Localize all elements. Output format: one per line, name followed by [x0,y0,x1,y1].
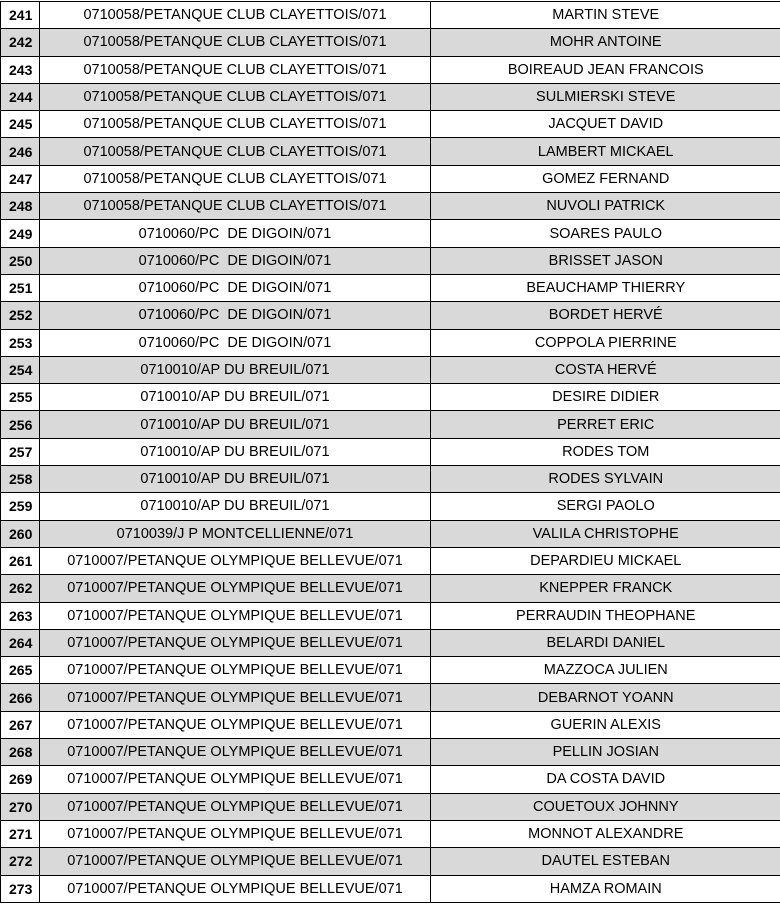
club-cell: 0710010/AP DU BREUIL/071 [40,493,431,520]
player-name-cell: VALILA CHRISTOPHE [431,520,780,547]
table-row [1,329,780,356]
table-row [1,793,780,820]
table-row [1,138,780,165]
player-name-cell: MOHR ANTOINE [431,29,780,56]
player-name-cell: SERGI PAOLO [431,493,780,520]
table-row [1,193,780,220]
player-name-cell: COSTA HERVÉ [431,356,780,383]
player-name-cell: JACQUET DAVID [431,111,780,138]
player-name-cell: HAMZA ROMAIN [431,875,780,902]
row-number-cell: 241 [1,2,40,29]
table-row [1,820,780,847]
row-number-cell: 252 [1,302,40,329]
row-number-cell: 244 [1,83,40,110]
row-number-cell: 242 [1,29,40,56]
row-number-cell: 255 [1,384,40,411]
table-row [1,848,780,875]
row-number-cell: 268 [1,739,40,766]
club-cell: 0710010/AP DU BREUIL/071 [40,466,431,493]
club-cell: 0710058/PETANQUE CLUB CLAYETTOIS/071 [40,83,431,110]
table-body [1,2,780,903]
club-cell: 0710060/PC DE DIGOIN/071 [40,329,431,356]
row-number-cell: 269 [1,766,40,793]
club-cell: 0710007/PETANQUE OLYMPIQUE BELLEVUE/071 [40,820,431,847]
club-cell: 0710039/J P MONTCELLIENNE/071 [40,520,431,547]
table-row [1,29,780,56]
player-name-cell: BEAUCHAMP THIERRY [431,274,780,301]
player-name-cell: BORDET HERVÉ [431,302,780,329]
club-cell: 0710007/PETANQUE OLYMPIQUE BELLEVUE/071 [40,711,431,738]
table-row [1,384,780,411]
table-row [1,111,780,138]
table-row [1,274,780,301]
player-name-cell: PELLIN JOSIAN [431,739,780,766]
club-cell: 0710007/PETANQUE OLYMPIQUE BELLEVUE/071 [40,739,431,766]
club-cell: 0710060/PC DE DIGOIN/071 [40,274,431,301]
row-number-cell: 259 [1,493,40,520]
player-name-cell: LAMBERT MICKAEL [431,138,780,165]
club-cell: 0710060/PC DE DIGOIN/071 [40,302,431,329]
club-cell: 0710058/PETANQUE CLUB CLAYETTOIS/071 [40,29,431,56]
row-number-cell: 267 [1,711,40,738]
table-row [1,2,780,29]
row-number-cell: 249 [1,220,40,247]
row-number-cell: 251 [1,274,40,301]
row-number-cell: 245 [1,111,40,138]
table-row [1,547,780,574]
club-cell: 0710007/PETANQUE OLYMPIQUE BELLEVUE/071 [40,602,431,629]
player-name-cell: BOIREAUD JEAN FRANCOIS [431,56,780,83]
row-number-cell: 273 [1,875,40,902]
table-row [1,302,780,329]
player-name-cell: NUVOLI PATRICK [431,193,780,220]
club-cell: 0710060/PC DE DIGOIN/071 [40,247,431,274]
table-row [1,356,780,383]
row-number-cell: 250 [1,247,40,274]
club-cell: 0710007/PETANQUE OLYMPIQUE BELLEVUE/071 [40,875,431,902]
table-row [1,220,780,247]
club-cell: 0710058/PETANQUE CLUB CLAYETTOIS/071 [40,111,431,138]
player-name-cell: DAUTEL ESTEBAN [431,848,780,875]
row-number-cell: 266 [1,684,40,711]
table-row [1,83,780,110]
club-cell: 0710007/PETANQUE OLYMPIQUE BELLEVUE/071 [40,848,431,875]
table-row [1,711,780,738]
table-row [1,875,780,902]
player-name-cell: SULMIERSKI STEVE [431,83,780,110]
row-number-cell: 263 [1,602,40,629]
player-name-cell: DEPARDIEU MICKAEL [431,547,780,574]
row-number-cell: 260 [1,520,40,547]
player-name-cell: MARTIN STEVE [431,2,780,29]
table-row [1,575,780,602]
player-name-cell: PERRAUDIN THEOPHANE [431,602,780,629]
club-cell: 0710010/AP DU BREUIL/071 [40,411,431,438]
club-cell: 0710007/PETANQUE OLYMPIQUE BELLEVUE/071 [40,657,431,684]
row-number-cell: 248 [1,193,40,220]
table-row [1,165,780,192]
player-name-cell: RODES SYLVAIN [431,466,780,493]
club-cell: 0710010/AP DU BREUIL/071 [40,356,431,383]
player-name-cell: GOMEZ FERNAND [431,165,780,192]
row-number-cell: 272 [1,848,40,875]
club-cell: 0710010/AP DU BREUIL/071 [40,384,431,411]
club-cell: 0710058/PETANQUE CLUB CLAYETTOIS/071 [40,138,431,165]
table-row [1,629,780,656]
club-cell: 0710007/PETANQUE OLYMPIQUE BELLEVUE/071 [40,684,431,711]
club-cell: 0710058/PETANQUE CLUB CLAYETTOIS/071 [40,193,431,220]
club-cell: 0710007/PETANQUE OLYMPIQUE BELLEVUE/071 [40,547,431,574]
row-number-cell: 271 [1,820,40,847]
table-row [1,493,780,520]
player-name-cell: COPPOLA PIERRINE [431,329,780,356]
player-name-cell: SOARES PAULO [431,220,780,247]
player-name-cell: COUETOUX JOHNNY [431,793,780,820]
row-number-cell: 256 [1,411,40,438]
player-name-cell: DESIRE DIDIER [431,384,780,411]
club-cell: 0710058/PETANQUE CLUB CLAYETTOIS/071 [40,2,431,29]
row-number-cell: 258 [1,466,40,493]
row-number-cell: 270 [1,793,40,820]
club-cell: 0710058/PETANQUE CLUB CLAYETTOIS/071 [40,56,431,83]
player-name-cell: GUERIN ALEXIS [431,711,780,738]
row-number-cell: 247 [1,165,40,192]
registration-table [0,1,780,903]
club-cell: 0710060/PC DE DIGOIN/071 [40,220,431,247]
club-cell: 0710007/PETANQUE OLYMPIQUE BELLEVUE/071 [40,793,431,820]
table-row [1,466,780,493]
player-name-cell: RODES TOM [431,438,780,465]
table-row [1,411,780,438]
table-row [1,657,780,684]
row-number-cell: 264 [1,629,40,656]
player-name-cell: BRISSET JASON [431,247,780,274]
club-cell: 0710007/PETANQUE OLYMPIQUE BELLEVUE/071 [40,766,431,793]
table-row [1,739,780,766]
row-number-cell: 261 [1,547,40,574]
row-number-cell: 254 [1,356,40,383]
row-number-cell: 262 [1,575,40,602]
player-name-cell: BELARDI DANIEL [431,629,780,656]
player-name-cell: PERRET ERIC [431,411,780,438]
player-name-cell: DEBARNOT YOANN [431,684,780,711]
table-row [1,438,780,465]
club-cell: 0710007/PETANQUE OLYMPIQUE BELLEVUE/071 [40,575,431,602]
row-number-cell: 265 [1,657,40,684]
row-number-cell: 253 [1,329,40,356]
table-row [1,602,780,629]
player-name-cell: KNEPPER FRANCK [431,575,780,602]
row-number-cell: 246 [1,138,40,165]
club-cell: 0710007/PETANQUE OLYMPIQUE BELLEVUE/071 [40,629,431,656]
table-row [1,684,780,711]
row-number-cell: 257 [1,438,40,465]
club-cell: 0710058/PETANQUE CLUB CLAYETTOIS/071 [40,165,431,192]
player-name-cell: MONNOT ALEXANDRE [431,820,780,847]
row-number-cell: 243 [1,56,40,83]
table-row [1,766,780,793]
player-name-cell: DA COSTA DAVID [431,766,780,793]
table-row [1,520,780,547]
player-name-cell: MAZZOCA JULIEN [431,657,780,684]
club-cell: 0710010/AP DU BREUIL/071 [40,438,431,465]
table-row [1,247,780,274]
table-row [1,56,780,83]
